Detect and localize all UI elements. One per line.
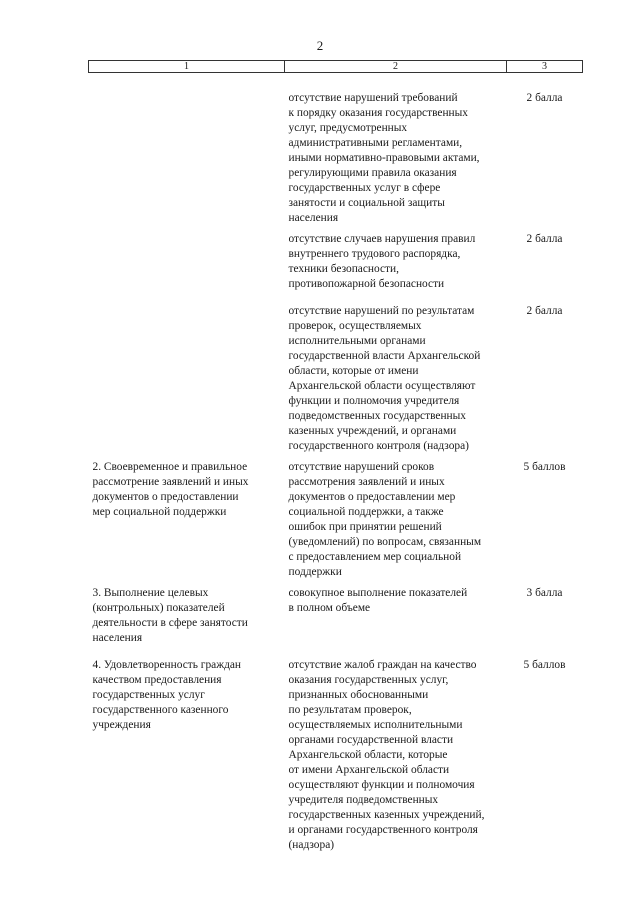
score-cell: 5 баллов (523, 461, 566, 473)
score-cell: 2 балла (526, 233, 563, 245)
criterion-cell (89, 226, 285, 298)
table-row (89, 580, 583, 652)
score-cell: 2 балла (526, 305, 563, 317)
column-header-3: 3 (507, 61, 583, 73)
criterion-cell (89, 298, 285, 454)
criterion-cell (89, 73, 285, 227)
indicator-cell: совокупное выполнение показателей в полном объеме (288, 587, 468, 614)
indicator-cell: отсутствие нарушений требований к порядку оказания государственных услуг, предусмотренных административными регламентами, иными нормативно-правовыми актами, регулирующими правила оказания государственных услуг в сфере занятости и социальной защиты населения (288, 92, 480, 224)
criterion-cell: 4. Удовлетворенность граждан качеством предоставления государственных услуг государственного казенного учреждения (92, 659, 242, 731)
criteria-table (88, 60, 583, 853)
table-row (89, 454, 583, 580)
indicator-cell: отсутствие случаев нарушения правил внутреннего трудового распорядка, техники безопасности, противопожарной безопасности (288, 233, 476, 290)
indicator-cell: отсутствие нарушений сроков рассмотрения заявлений и иных документов о предоставлении мер социальной поддержки, а также ошибок при принятии решений (уведомлений) по вопросам, связанным с предоставлением мер социальной поддержки (288, 461, 482, 578)
table-row (89, 226, 583, 298)
indicator-cell: отсутствие жалоб граждан на качество оказания государственных услуг, признанных обоснованными по результатам проверок, осуществляемых исполнительными органами государственной власти Архангельской области, которые от имени Архангельской области осуществляют функции и полномочия учредителя подведомственных государственных казенных учреждений, и органами государственного контроля (надзора) (288, 659, 485, 851)
indicator-cell: отсутствие нарушений по результатам проверок, осуществляемых исполнительными органами государственной власти Архангельской области, которые от имени Архангельской области осуществляют функции и полномочия учредителя подведомственных государственных казенных учреждений, и органами государственного контроля (надзора) (288, 305, 481, 452)
score-cell: 3 балла (526, 587, 563, 599)
table-row (89, 73, 583, 227)
page-number: 2 (316, 38, 324, 53)
table-row (89, 298, 583, 454)
score-cell: 2 балла (526, 92, 563, 104)
column-header-2: 2 (285, 61, 507, 73)
table-body (89, 73, 583, 854)
table-row (89, 652, 583, 853)
column-header-1: 1 (89, 61, 285, 73)
score-cell: 5 баллов (523, 659, 566, 671)
criterion-cell: 3. Выполнение целевых (контрольных) показателей деятельности в сфере занятости населения (92, 587, 248, 644)
table-header (89, 61, 583, 73)
header-row (89, 61, 583, 73)
criterion-cell: 2. Своевременное и правильное рассмотрение заявлений и иных документов о предоставлении мер социальной поддержки (92, 461, 249, 518)
